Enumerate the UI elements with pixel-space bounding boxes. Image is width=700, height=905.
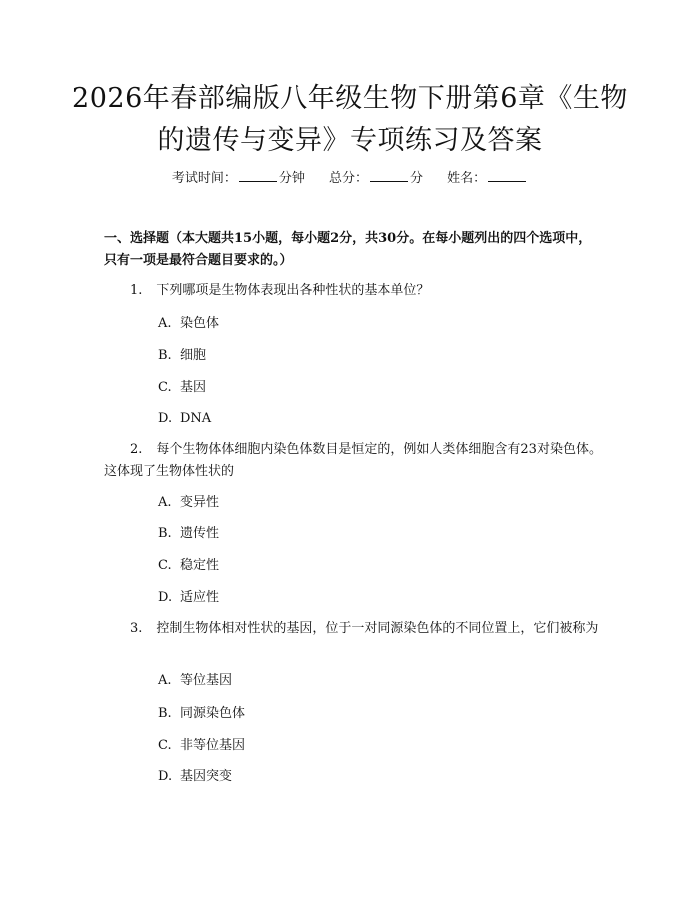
exam-time-field: [172, 171, 309, 186]
exam-info: [0, 168, 700, 189]
option-letter: C.: [158, 380, 172, 395]
option-1b: [158, 346, 206, 366]
option-2a: [158, 493, 219, 513]
question-1: [104, 280, 604, 302]
option-text: DNA: [180, 411, 212, 426]
page-title: 2026年春部编版八年级生物下册第6章《生物的遗传与变异》专项练习及答案: [72, 83, 628, 156]
option-2c: [158, 556, 219, 576]
total-score-label: 总分：: [328, 171, 368, 186]
exam-time-label: 考试时间：: [171, 171, 237, 186]
exam-time-unit: 分钟: [278, 171, 305, 186]
option-1d: [158, 409, 211, 429]
option-letter: D.: [158, 411, 173, 426]
total-score-unit: 分: [410, 171, 424, 186]
total-score-field: [329, 171, 427, 186]
exam-time-blank: [239, 168, 277, 182]
option-text: 基因: [180, 380, 207, 395]
option-text: 稳定性: [180, 558, 220, 573]
option-letter: A.: [158, 495, 172, 510]
question-text: 控制生物体相对性状的基因，位于一对同源染色体的不同位置上，它们被称为: [156, 621, 599, 636]
option-text: 变异性: [180, 495, 220, 510]
option-letter: A.: [158, 673, 172, 688]
question-2: [104, 439, 604, 483]
student-name-label: 姓名：: [447, 171, 487, 186]
option-text: 适应性: [180, 590, 220, 605]
option-text: 基因突变: [180, 769, 233, 784]
total-score-blank: [370, 168, 408, 182]
option-text: 染色体: [180, 316, 220, 331]
option-text: 同源染色体: [180, 706, 246, 721]
option-text: 遗传性: [180, 526, 220, 541]
option-2d: [158, 588, 219, 608]
question-text: 下列哪项是生物体表现出各种性状的基本单位？: [156, 283, 430, 298]
option-text: 等位基因: [180, 673, 233, 688]
option-text: 细胞: [180, 348, 207, 363]
student-name-field: [447, 171, 528, 186]
option-letter: C.: [158, 558, 172, 573]
question-text: 每个生物体体细胞内染色体数目是恒定的，例如人类体细胞含有23对染色体。这体现了生物体性状的: [104, 442, 602, 479]
option-2b: [158, 524, 219, 544]
option-3c: [158, 736, 245, 756]
option-letter: B.: [158, 526, 172, 541]
option-1a: [158, 314, 219, 334]
option-letter: D.: [158, 590, 173, 605]
option-1c: [158, 378, 206, 398]
option-letter: A.: [158, 316, 172, 331]
section-heading: 一、选择题（本大题共15小题，每小题2分，共30分。在每小题列出的四个选项中，只有一项是最符合题目要求的。）: [104, 231, 592, 268]
option-letter: C.: [158, 738, 172, 753]
question-number: 1.: [130, 283, 143, 298]
option-letter: B.: [158, 348, 172, 363]
student-name-blank: [488, 168, 526, 182]
question-3: [104, 618, 604, 640]
question-number: 2.: [130, 442, 143, 457]
option-3a: [158, 671, 232, 691]
question-number: 3.: [130, 621, 143, 636]
option-3b: [158, 704, 245, 724]
option-text: 非等位基因: [180, 738, 246, 753]
option-letter: D.: [158, 769, 173, 784]
option-3d: [158, 767, 232, 787]
option-letter: B.: [158, 706, 172, 721]
